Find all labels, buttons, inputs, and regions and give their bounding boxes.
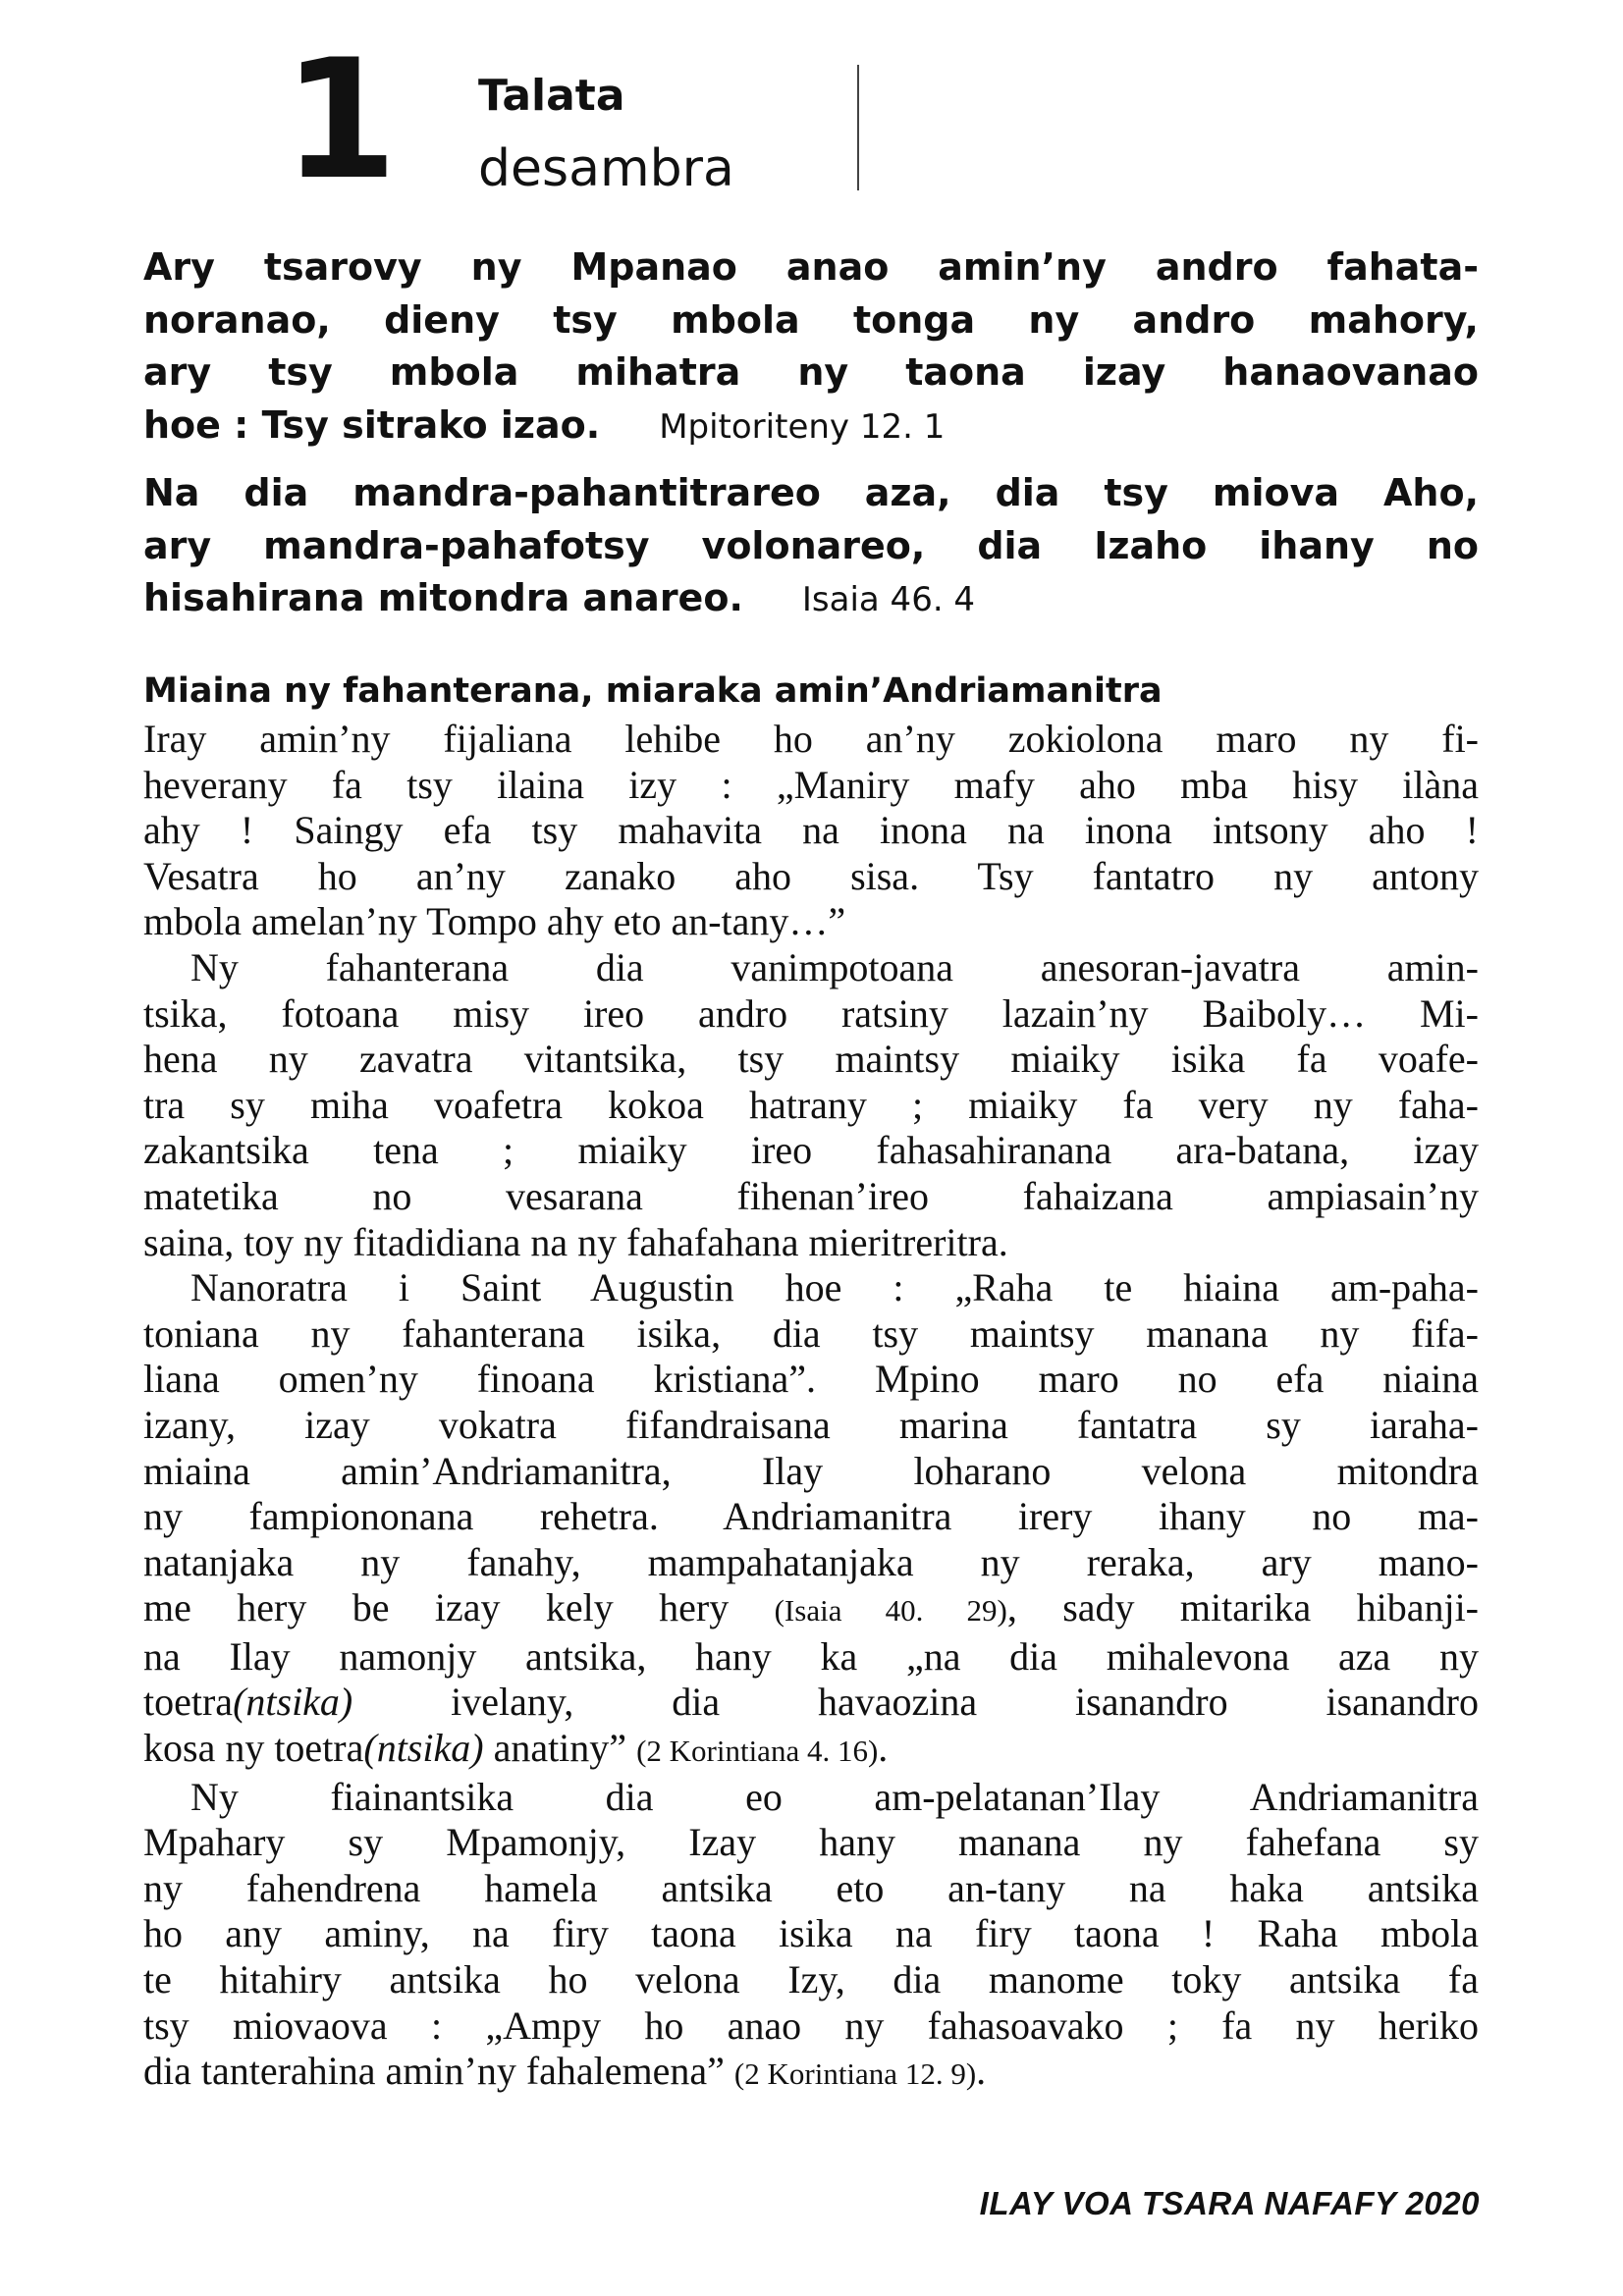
paragraph-1: [143, 717, 1479, 945]
verse-text: hoe : Tsy sitrako izao.: [143, 402, 601, 447]
text-line: na Ilay namonjy antsika, hany ka „na dia mihalevona aza ny: [143, 1633, 1479, 1679]
text-line: tsy miovaova : „Ampy ho anao ny fahasoavako ; fa ny heriko: [143, 2002, 1479, 2048]
text-line: heverany fa tsy ilaina izy : „Maniry mafy aho mba hisy ilàna: [143, 762, 1479, 807]
text-line: [143, 1585, 1479, 1634]
verse-2: [143, 467, 1479, 627]
bible-verses: [143, 241, 1479, 641]
text-run: anatiny”: [483, 1726, 637, 1771]
devotional-article: [143, 667, 1479, 2098]
verse-line: ary mandra-pahafotsy volonareo, dia Izaho ihany no: [143, 523, 1479, 567]
verse-reference: Isaia 46. 4: [801, 580, 976, 619]
verse-reference: Mpitoriteny 12. 1: [659, 406, 946, 447]
text-line: mbola amelan’ny Tompo ahy eto an-tany…”: [143, 899, 846, 944]
text-run: kosa ny toetra: [143, 1726, 364, 1771]
header-divider: [857, 65, 859, 190]
text-line: hena ny zavatra vitantsika, tsy maintsy miaiky isika fa voafe-: [143, 1037, 1479, 1082]
text-line: ho any aminy, na firy taona isika na firy taona ! Raha mbola: [143, 1911, 1479, 1956]
text-run: , sady mitarika hibanji-: [1006, 1585, 1479, 1630]
italic-text: (ntsika): [363, 1726, 484, 1771]
text-line: liana omen’ny finoana kristiana”. Mpino maro no efa niaina: [143, 1357, 1479, 1402]
text-line: Iray amin’ny fijaliana lehibe ho an’ny zokiolona maro ny fi-: [143, 717, 1479, 761]
text-line: ahy ! Saingy efa tsy mahavita na inona na inona intsony aho !: [143, 808, 1479, 853]
day-number: 1: [283, 24, 392, 216]
scripture-citation: (2 Korintiana 12. 9): [733, 2056, 977, 2092]
text-line: zakantsika tena ; miaiky ireo fahasahiranana ara-batana, izay: [143, 1128, 1479, 1173]
text-line: izany, izay vokatra fifandraisana marina fantatra sy iaraha-: [143, 1402, 1479, 1447]
text-run: .: [976, 2049, 987, 2094]
text-line: Ny fahanterana dia vanimpotoana anesoran-javatra amin-: [190, 944, 1479, 989]
verse-line-last: [143, 400, 1479, 454]
text-line: Vesatra ho an’ny zanako aho sisa. Tsy fantatro ny antony: [143, 853, 1479, 898]
paragraph-4: [143, 1775, 1479, 2098]
text-line: te hitahiry antsika ho velona Izy, dia manome toky antsika fa: [143, 1957, 1479, 2002]
text-line: Ny fiainantsika dia eo am-pelatanan’Ilay Andriamanitra: [190, 1774, 1479, 1819]
italic-text: (ntsika): [233, 1680, 353, 1725]
text-line: ny fampiononana rehetra. Andriamanitra irery ihany no ma-: [143, 1494, 1479, 1539]
text-line: miaina amin’Andriamanitra, Ilay loharano velona mitondra: [143, 1448, 1479, 1493]
scripture-citation: (2 Korintiana 4. 16): [636, 1734, 879, 1769]
verse-line: noranao, dieny tsy mbola tonga ny andro mahory,: [143, 297, 1479, 342]
text-line: Nanoratra i Saint Augustin hoe : „Raha te hiaina am-paha-: [190, 1265, 1479, 1310]
paragraph-2: [143, 945, 1479, 1265]
scripture-citation: (Isaia 40. 29): [774, 1593, 1007, 1629]
text-line: tra sy miha voafetra kokoa hatrany ; miaiky fa very ny faha-: [143, 1082, 1479, 1127]
text-line: toniana ny fahanterana isika, dia tsy maintsy manana ny fifa-: [143, 1310, 1479, 1356]
text-run: toetra: [143, 1680, 234, 1725]
verse-line: ary tsy mbola mihatra ny taona izay hanaovanao: [143, 350, 1479, 394]
text-line: matetika no vesarana fihenan’ireo fahaizana ampiasain’ny: [143, 1173, 1479, 1218]
verse-line: Na dia mandra-pahantitrareo aza, dia tsy miova Aho,: [143, 471, 1479, 514]
month-label: desambra: [478, 139, 734, 198]
date-header: [0, 0, 1623, 216]
text-run: me hery be izay kely hery: [143, 1585, 775, 1630]
text-run: .: [878, 1726, 889, 1771]
article-title: Miaina ny fahanterana, miaraka amin’Andriamanitra: [143, 671, 1163, 711]
publication-footer: ILAY VOA TSARA NAFAFY 2020: [979, 2185, 1480, 2221]
text-line: [143, 2049, 1479, 2098]
text-line: natanjaka ny fanahy, mampahatanjaka ny reraka, ary mano-: [143, 1539, 1479, 1584]
text-line: tsika, fotoana misy ireo andro ratsiny lazain’ny Baiboly… Mi-: [143, 990, 1479, 1036]
text-line: [143, 1726, 1479, 1775]
text-line: Mpahary sy Mpamonjy, Izay hany manana ny fahefana sy: [143, 1820, 1479, 1865]
text-run: ivelany, dia havaozina isanandro isanandro: [352, 1680, 1479, 1725]
text-line: ny fahendrena hamela antsika eto an-tany na haka antsika: [143, 1865, 1479, 1910]
verse-1: [143, 241, 1479, 454]
text-run: dia tanterahina amin’ny fahalemena”: [143, 2049, 734, 2094]
verse-line-last: [143, 572, 1479, 627]
text-line: saina, toy ny fitadidiana na ny fahafahana mieritreritra.: [143, 1219, 1008, 1264]
verse-text: hisahirana mitondra anareo.: [143, 576, 743, 619]
weekday-label: Talata: [478, 71, 625, 121]
text-line: [143, 1680, 1479, 1726]
paragraph-3: [143, 1265, 1479, 1775]
verse-line: Ary tsarovy ny Mpanao anao amin’ny andro fahata-: [143, 245, 1479, 289]
